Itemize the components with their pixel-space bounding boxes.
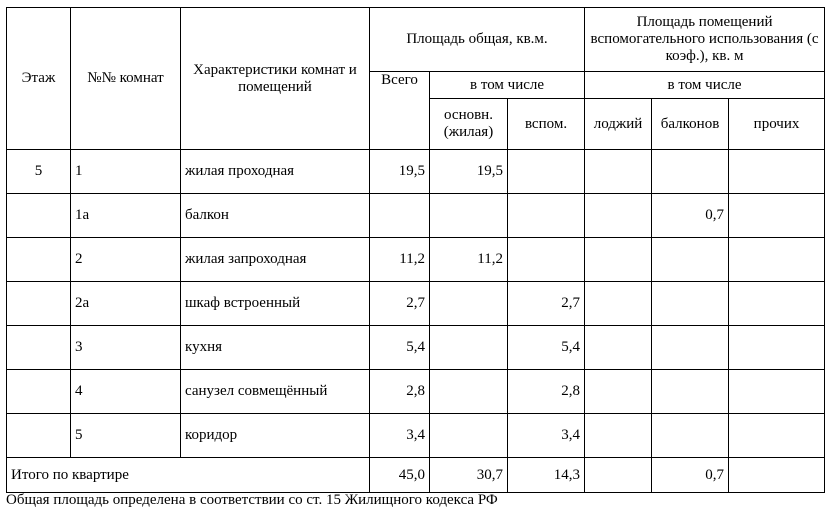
header-characteristics: Характеристики комнат и помещений <box>181 8 370 150</box>
table-row <box>7 326 825 370</box>
cell-name: санузел совмещённый <box>181 370 370 414</box>
cell-living <box>430 414 508 458</box>
footnote: Общая площадь определена в соответствии со ст. 15 Жилищного кодекса РФ <box>6 492 498 508</box>
cell-balcony: 0,7 <box>652 194 729 238</box>
header-incl-total: в том числе <box>430 72 585 99</box>
cell-loggia <box>585 238 652 282</box>
area-table <box>6 7 825 493</box>
totals-other <box>729 458 825 493</box>
cell-other <box>729 150 825 194</box>
totals-loggia <box>585 458 652 493</box>
header-other: прочих <box>729 99 825 150</box>
cell-name: жилая проходная <box>181 150 370 194</box>
cell-floor <box>7 326 71 370</box>
cell-total: 11,2 <box>370 238 430 282</box>
cell-other <box>729 326 825 370</box>
cell-living <box>430 194 508 238</box>
cell-loggia <box>585 194 652 238</box>
header-floor: Этаж <box>7 8 71 150</box>
header-loggias: лоджий <box>585 99 652 150</box>
cell-living <box>430 282 508 326</box>
cell-total: 19,5 <box>370 150 430 194</box>
cell-room: 2 <box>71 238 181 282</box>
cell-balcony <box>652 282 729 326</box>
cell-balcony <box>652 238 729 282</box>
cell-aux <box>508 194 585 238</box>
cell-name: коридор <box>181 414 370 458</box>
cell-total: 2,8 <box>370 370 430 414</box>
header-room-no: №№ комнат <box>71 8 181 150</box>
cell-room: 2а <box>71 282 181 326</box>
cell-floor <box>7 282 71 326</box>
cell-balcony <box>652 414 729 458</box>
table-row <box>7 150 825 194</box>
cell-floor <box>7 238 71 282</box>
table-row <box>7 414 825 458</box>
totals-living: 30,7 <box>430 458 508 493</box>
cell-living <box>430 326 508 370</box>
cell-total: 5,4 <box>370 326 430 370</box>
cell-aux: 2,8 <box>508 370 585 414</box>
totals-row <box>7 458 825 493</box>
cell-living: 19,5 <box>430 150 508 194</box>
cell-other <box>729 282 825 326</box>
cell-room: 4 <box>71 370 181 414</box>
cell-room: 1 <box>71 150 181 194</box>
header-main-living: основн.(жилая) <box>430 99 508 150</box>
cell-aux: 5,4 <box>508 326 585 370</box>
totals-balcony: 0,7 <box>652 458 729 493</box>
cell-total: 2,7 <box>370 282 430 326</box>
cell-total: 3,4 <box>370 414 430 458</box>
cell-other <box>729 238 825 282</box>
cell-floor <box>7 194 71 238</box>
cell-room: 1а <box>71 194 181 238</box>
cell-aux: 3,4 <box>508 414 585 458</box>
cell-balcony <box>652 370 729 414</box>
table-row <box>7 282 825 326</box>
cell-floor: 5 <box>7 150 71 194</box>
table-row <box>7 238 825 282</box>
cell-balcony <box>652 326 729 370</box>
cell-loggia <box>585 370 652 414</box>
cell-aux: 2,7 <box>508 282 585 326</box>
cell-living <box>430 370 508 414</box>
cell-floor <box>7 414 71 458</box>
header-all: Всего <box>370 72 430 150</box>
cell-total <box>370 194 430 238</box>
cell-name: кухня <box>181 326 370 370</box>
cell-aux <box>508 238 585 282</box>
cell-loggia <box>585 150 652 194</box>
table-row <box>7 194 825 238</box>
totals-total: 45,0 <box>370 458 430 493</box>
cell-name: шкаф встроенный <box>181 282 370 326</box>
cell-other <box>729 370 825 414</box>
cell-loggia <box>585 414 652 458</box>
table-row <box>7 370 825 414</box>
totals-aux: 14,3 <box>508 458 585 493</box>
cell-name: балкон <box>181 194 370 238</box>
cell-loggia <box>585 326 652 370</box>
cell-other <box>729 194 825 238</box>
totals-label: Итого по квартире <box>7 458 370 493</box>
header-incl-aux: в том числе <box>585 72 825 99</box>
cell-room: 3 <box>71 326 181 370</box>
header-aux: вспом. <box>508 99 585 150</box>
cell-living: 11,2 <box>430 238 508 282</box>
header-total-area: Площадь общая, кв.м. <box>370 8 585 72</box>
cell-name: жилая запроходная <box>181 238 370 282</box>
cell-balcony <box>652 150 729 194</box>
cell-loggia <box>585 282 652 326</box>
cell-aux <box>508 150 585 194</box>
cell-room: 5 <box>71 414 181 458</box>
cell-floor <box>7 370 71 414</box>
header-aux-area: Площадь помещений вспомогательного использования (с коэф.), кв. м <box>585 8 825 72</box>
cell-other <box>729 414 825 458</box>
header-balconies: балконов <box>652 99 729 150</box>
